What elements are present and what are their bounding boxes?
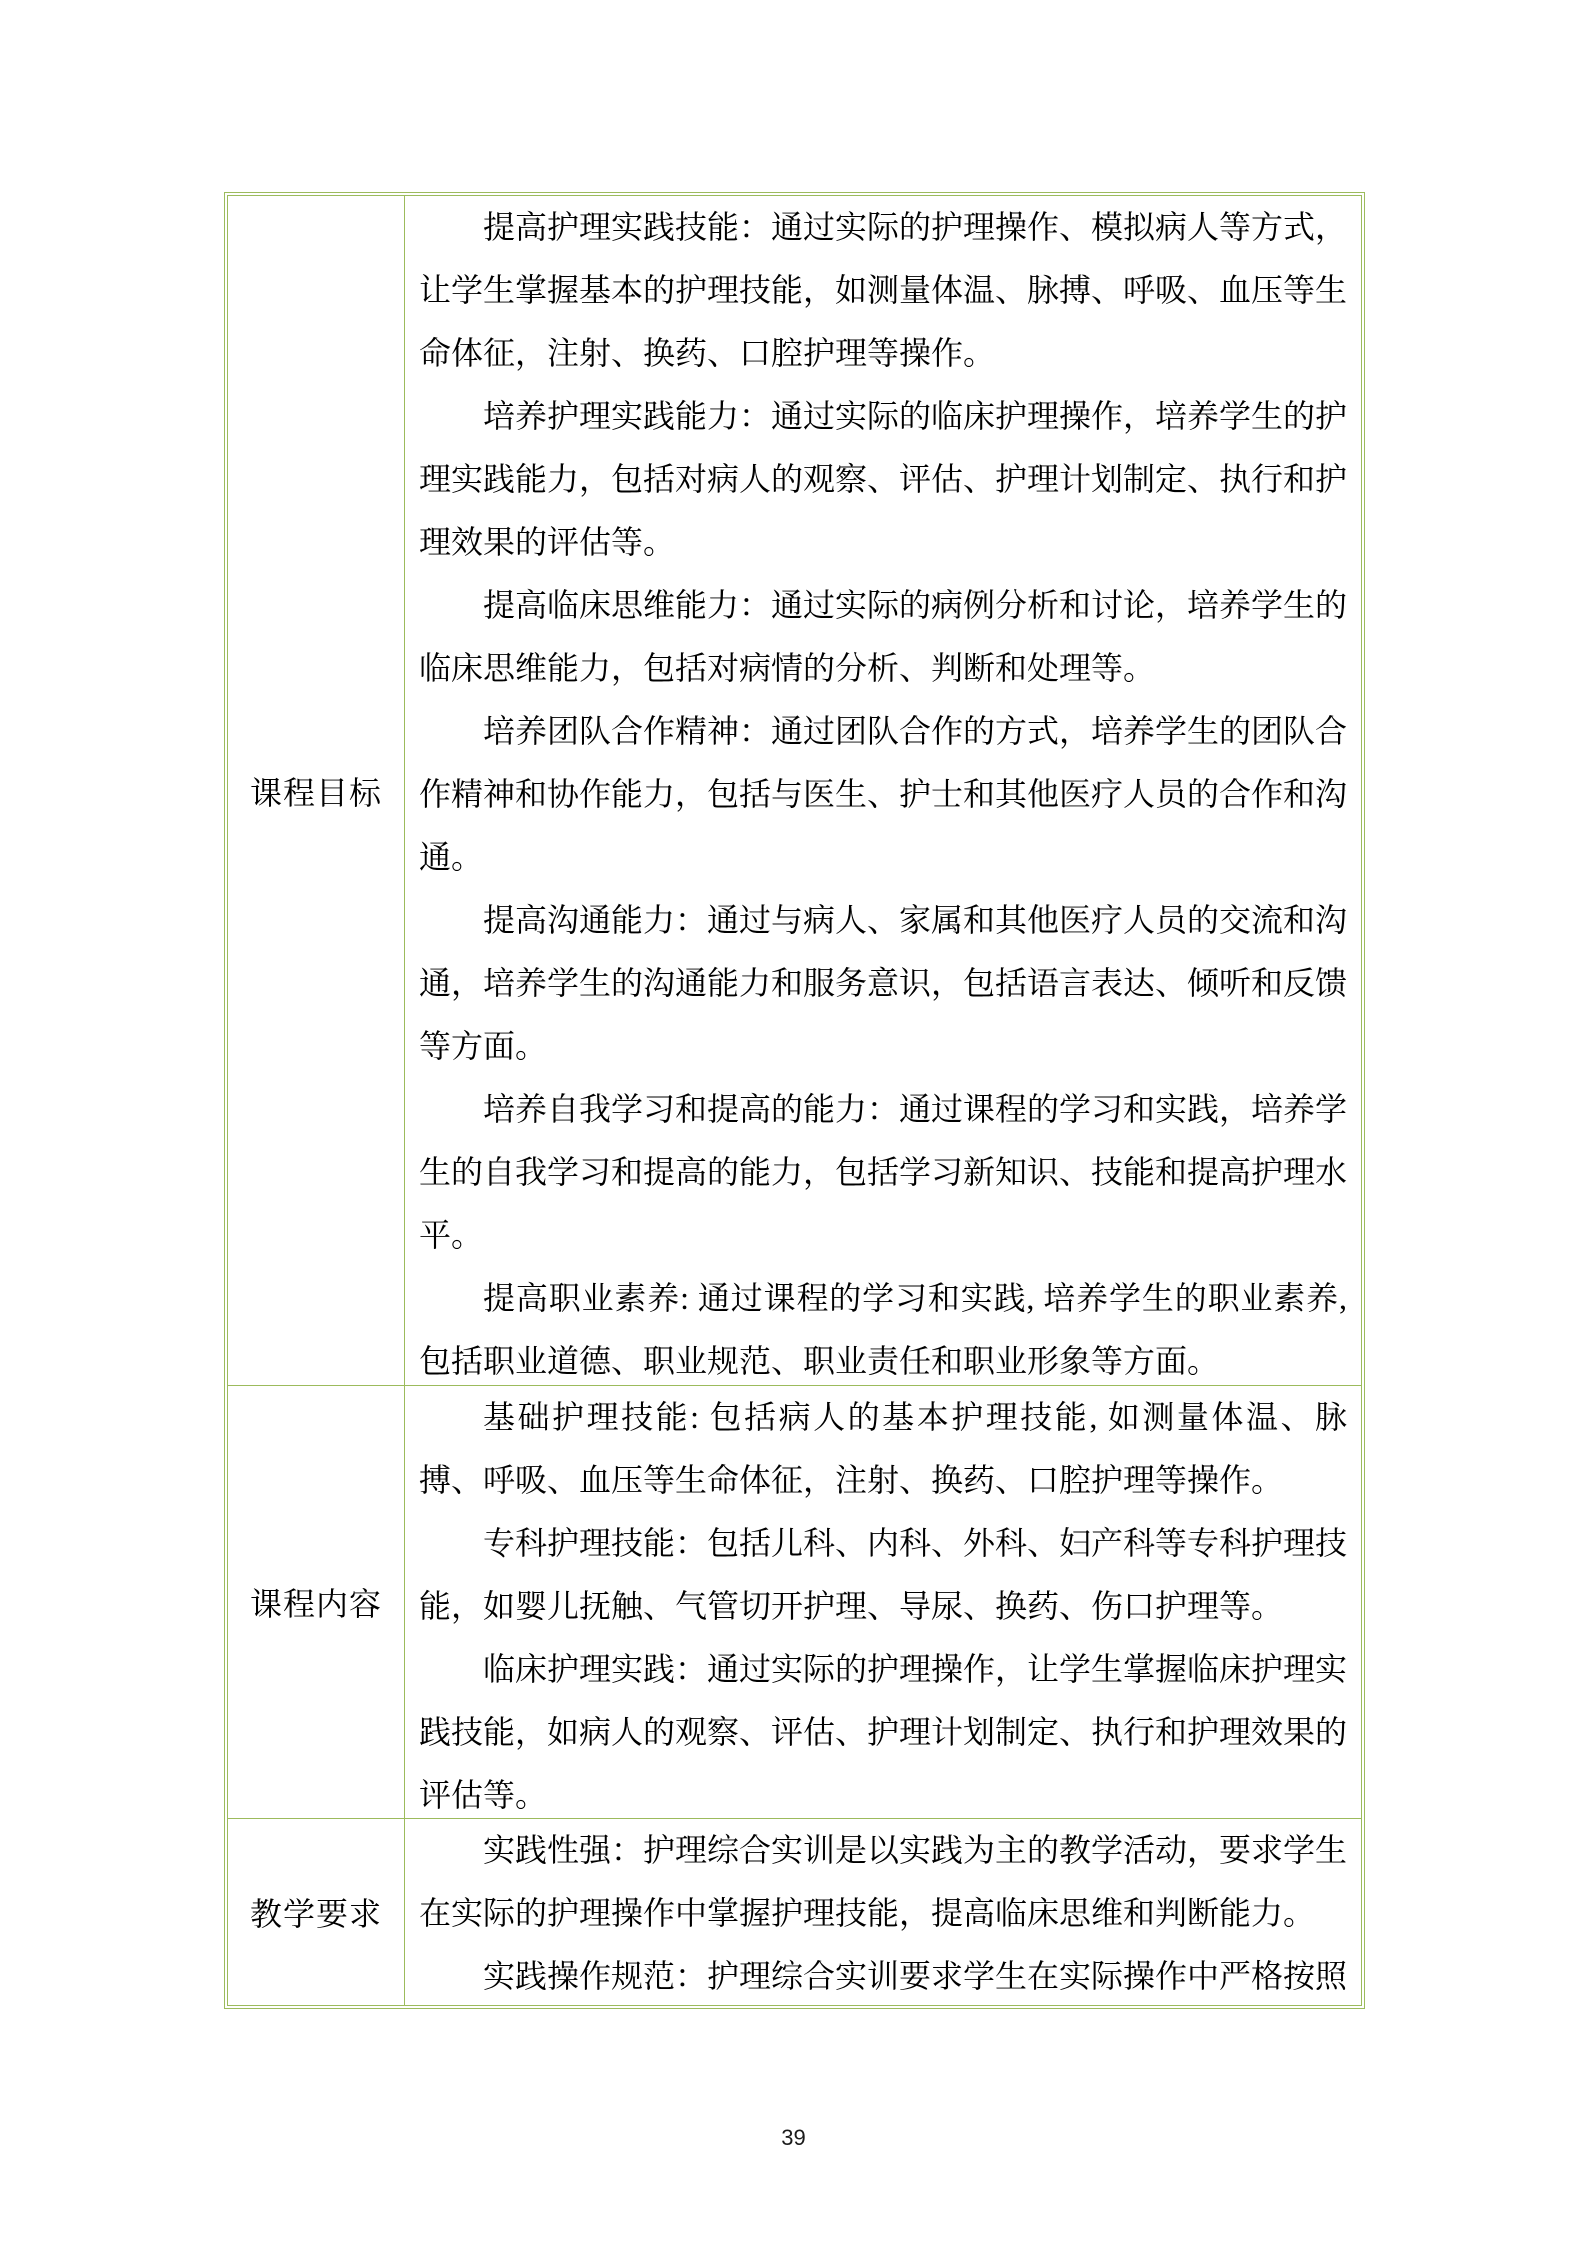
paragraph: 培养护理实践能力：通过实际的临床护理操作，培养学生的护理实践能力，包括对病人的观察、评估、护理计划制定、执行和护理效果的评估等。	[419, 398, 1348, 560]
paragraph: 培养自我学习和提高的能力：通过课程的学习和实践，培养学生的自我学习和提高的能力，包括学习新知识、技能和提高护理水平。	[419, 1091, 1348, 1253]
table-row-teaching-requirements	[228, 1818, 1361, 2005]
paragraph: 实践性强：护理综合实训是以实践为主的教学活动，要求学生在实际的护理操作中掌握护理技能，提高临床思维和判断能力。	[419, 1832, 1348, 1931]
row-content-course-goals	[405, 196, 1361, 1385]
row-content-teaching-requirements	[405, 1819, 1361, 2005]
paragraph: 基础护理技能: 包括病人的基本护理技能, 如测量体温、脉搏、呼吸、血压等生命体征，注射、换药、口腔护理等操作。	[419, 1399, 1347, 1498]
paragraph: 提高临床思维能力：通过实际的病例分析和讨论，培养学生的临床思维能力，包括对病情的分析、判断和处理等。	[419, 587, 1348, 686]
row-label-course-content: 课程内容	[228, 1386, 405, 1818]
page-number: 39	[781, 2125, 806, 2150]
row-label-course-goals: 课程目标	[228, 196, 405, 1385]
paragraph: 临床护理实践：通过实际的护理操作，让学生掌握临床护理实践技能，如病人的观察、评估、护理计划制定、执行和护理效果的评估等。	[419, 1651, 1348, 1813]
row-label-teaching-requirements: 教学要求	[228, 1819, 405, 2005]
paragraph: 提高护理实践技能：通过实际的护理操作、模拟病人等方式，让学生掌握基本的护理技能，如测量体温、脉搏、呼吸、血压等生命体征，注射、换药、口腔护理等操作。	[419, 209, 1348, 371]
paragraph: 实践操作规范：护理综合实训要求学生在实际操作中严格按照	[483, 1958, 1348, 1994]
paragraph: 培养团队合作精神：通过团队合作的方式，培养学生的团队合作精神和协作能力，包括与医生、护士和其他医疗人员的合作和沟通。	[419, 713, 1348, 875]
row-content-course-content	[405, 1386, 1361, 1818]
paragraph: 提高沟通能力：通过与病人、家属和其他医疗人员的交流和沟通，培养学生的沟通能力和服务意识，包括语言表达、倾听和反馈等方面。	[419, 902, 1348, 1064]
paragraph: 提高职业素养: 通过课程的学习和实践, 培养学生的职业素养, 包括职业道德、职业规范、职业责任和职业形象等方面。	[419, 1280, 1347, 1379]
course-info-table	[224, 192, 1365, 2009]
table-row-course-goals	[228, 196, 1361, 1385]
paragraph: 专科护理技能：包括儿科、内科、外科、妇产科等专科护理技能，如婴儿抚触、气管切开护理、导尿、换药、伤口护理等。	[419, 1525, 1348, 1624]
table-row-course-content	[228, 1385, 1361, 1818]
